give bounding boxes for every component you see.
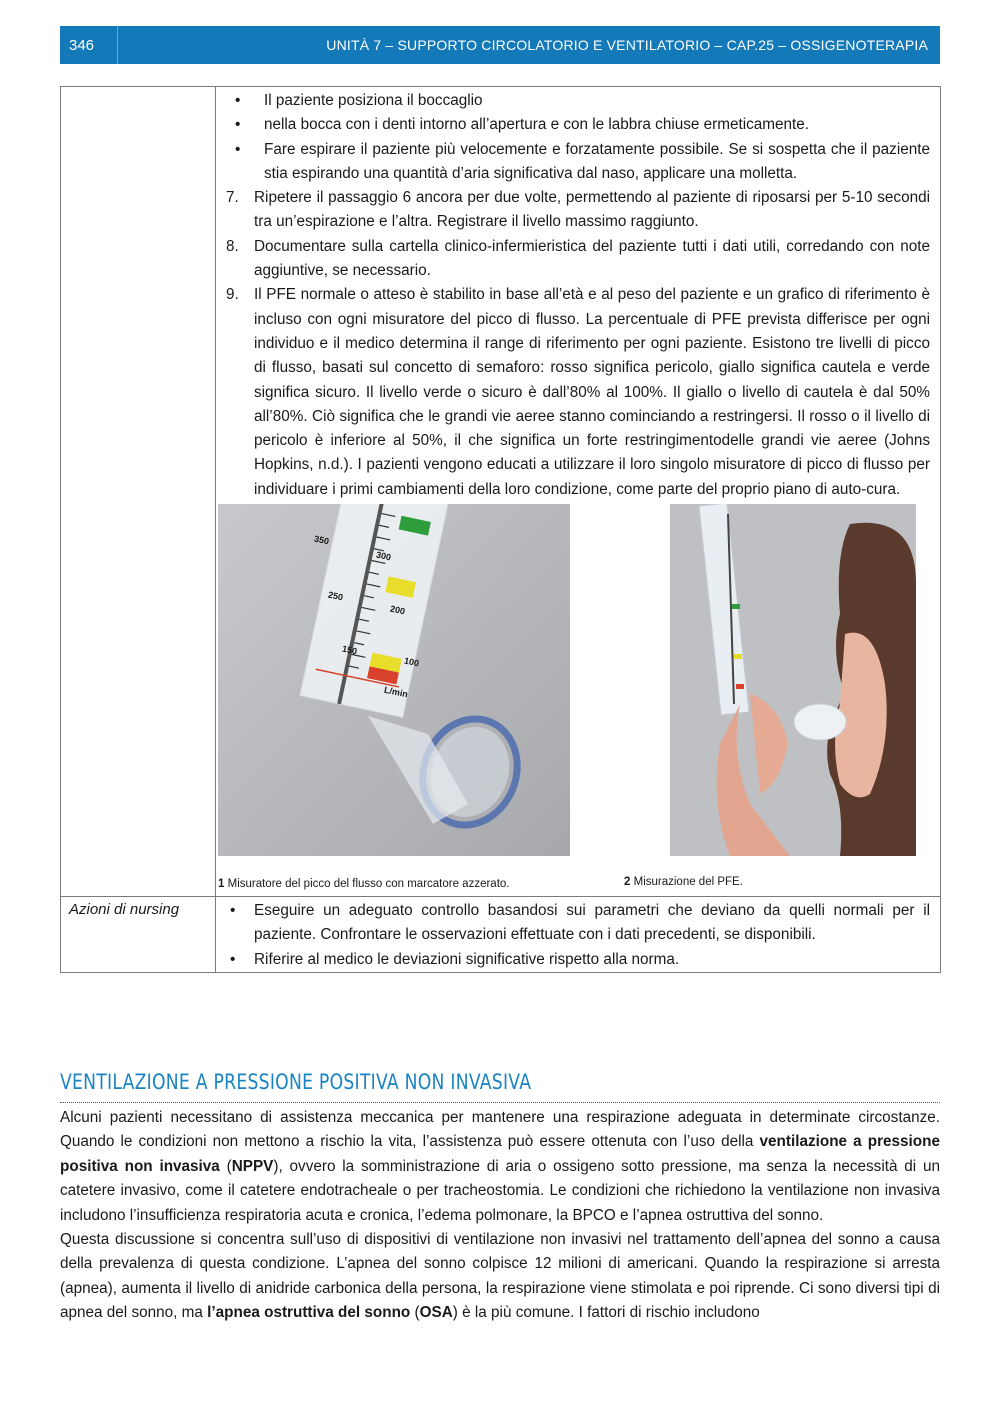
figure-2-photo bbox=[670, 504, 916, 856]
page-number: 346 bbox=[60, 26, 118, 64]
paragraph: Alcuni pazienti necessitano di assistenza meccanica per mantenere una respirazione adeguata in determinate circostanze. Quando le condizioni non mettono a rischio la vita, l’assistenza può essere ottenuta con l’uso della ventilazione a pressione positiva non invasiva (NPPV), ovvero la somministrazione di aria o ossigeno sotto pressione, ma senza la necessità di un catetere invasivo, come il catetere endotracheale o per tracheostomia. Le condizioni che richiedono la ventilazione non invasiva includono l’insufficienza respiratoria acuta e cronica, l’edema polmonare, la BPCO e l’apnea ostruttiva del sonno. bbox=[60, 1109, 941, 1224]
scale-label: 350 bbox=[313, 533, 330, 547]
step-number: 7. bbox=[226, 189, 239, 207]
step-number: 8. bbox=[226, 237, 239, 255]
figure-1-caption: 1 Misuratore del picco del flusso con marcatore azzerato. bbox=[218, 878, 510, 891]
section-body bbox=[60, 1106, 940, 1326]
figures-area bbox=[218, 504, 930, 896]
section-divider bbox=[60, 1102, 940, 1103]
key-term-abbreviation: OSA bbox=[419, 1304, 453, 1322]
scale-label: 150 bbox=[341, 643, 358, 657]
nursing-bullet-item: • Riferire al medico le deviazioni significative rispetto alla norma. bbox=[226, 948, 930, 972]
nursing-bullet-list bbox=[226, 899, 930, 972]
bullet-marker: • bbox=[230, 950, 236, 968]
scale-label: 300 bbox=[375, 549, 392, 563]
nursing-bullet-item: • Eseguire un adeguato controllo basandosi sui parametri che deviano da quelli normali per il paziente. Confrontare le osservazioni effettuate con i dati precedenti, se disponibili. bbox=[226, 899, 930, 948]
key-term: l’apnea ostruttiva del sonno bbox=[207, 1304, 411, 1322]
bullet-marker: • bbox=[230, 902, 236, 920]
step-item: 9. Il PFE normale o atteso è stabilito in base all’età e al peso del paziente e un grafico di riferimento è incluso con ogni misuratore del picco di flusso. La percentuale di PFE prevista differisce per ogni individuo e il medico determina il range di riferimento per ogni paziente. Esistono tre livelli di picco di flusso, basati sul concetto di semaforo: rosso significa pericolo, giallo significa cautela e verde significa sicuro. Il livello verde o sicuro è dall’80% al 100%. Il giallo o livello di cautela è dal 50% all’80%. Ciò significa che le grandi vie aeree stanno cominciando a restringersi. Il rosso o il livello di pericolo è inferiore al 50%, il che significa un forte restringimentodelle grandi vie aeree (Johns Hopkins, n.d.). I pazienti vengono educati a utilizzare il loro singolo misuratore di picco di flusso per individuare i primi cambiamenti della loro condizione, come parte del proprio piano di auto-cura. bbox=[226, 283, 930, 502]
step-item: 8. Documentare sulla cartella clinico-infermieristica del paziente tutti i dati utili, corredando con note aggiuntive, se necessario. bbox=[226, 235, 930, 284]
sub-bullet-list bbox=[226, 89, 930, 186]
procedure-row-label bbox=[61, 87, 216, 896]
patient-measurement-illustration bbox=[670, 504, 916, 856]
scale-label: 100 bbox=[403, 655, 420, 669]
procedure-row bbox=[61, 87, 940, 897]
procedure-table bbox=[60, 86, 941, 973]
scale-label: 250 bbox=[327, 589, 344, 603]
section-heading: VENTILAZIONE A PRESSIONE POSITIVA NON INVASIVA bbox=[60, 1070, 532, 1094]
step-item: 7. Ripetere il passaggio 6 ancora per due volte, permettendo al paziente di riposarsi per 5-10 secondi tra un’espirazione e l’altra. Registrare il livello massimo raggiunto. bbox=[226, 186, 930, 235]
sub-bullet-item: • Il paziente posiziona il boccaglio bbox=[252, 89, 930, 113]
sub-bullet-item: • Fare espirare il paziente più velocemente e forzatamente possibile. Se si sospetta che il paziente stia espirando una quantità d’aria significativa dal naso, applicare una molletta. bbox=[252, 138, 930, 187]
scale-label: 200 bbox=[389, 603, 406, 617]
bullet-marker: • bbox=[235, 140, 241, 158]
bullet-marker: • bbox=[235, 92, 241, 109]
nursing-row-label: Azioni di nursing bbox=[61, 897, 216, 972]
sub-bullet-item: • nella bocca con i denti intorno all’apertura e con le labbra chiuse ermeticamente. bbox=[252, 113, 930, 137]
step-number: 9. bbox=[226, 286, 239, 304]
key-term: ventilazione a pressione positiva non invasiva bbox=[60, 1133, 941, 1175]
running-header bbox=[60, 26, 940, 64]
procedure-row-content bbox=[216, 87, 940, 896]
nursing-row-content bbox=[216, 897, 940, 972]
figure-2-number: 2 bbox=[624, 876, 631, 889]
scale-label: L/min bbox=[383, 684, 409, 700]
bullet-marker: • bbox=[235, 116, 241, 134]
figure-2-caption: 2 Misurazione del PFE. bbox=[624, 876, 743, 889]
figure-1-photo bbox=[218, 504, 570, 856]
key-term-abbreviation: NPPV bbox=[231, 1157, 274, 1175]
running-head-title: UNITÀ 7 – SUPPORTO CIRCOLATORIO E VENTILATORIO – CAP.25 – OSSIGENOTERAPIA bbox=[326, 37, 928, 53]
figure-1-number: 1 bbox=[218, 878, 225, 891]
step-list bbox=[226, 186, 930, 502]
nursing-row bbox=[61, 897, 940, 972]
paragraph: Questa discussione si concentra sull’uso di dispositivi di ventilazione non invasivi nel trattamento dell’apnea del sonno a causa della prevalenza di questa condizione. L’apnea del sonno colpisce 12 milioni di americani. Quando la respirazione si arresta (apnea), aumenta il livello di anidride carbonica della persona, la respirazione viene stimolata e poi riprende. Ci sono diversi tipi di apnea del sonno, ma l’apnea ostruttiva del sonno (OSA) è la più comune. I fattori di rischio includono bbox=[60, 1231, 940, 1322]
